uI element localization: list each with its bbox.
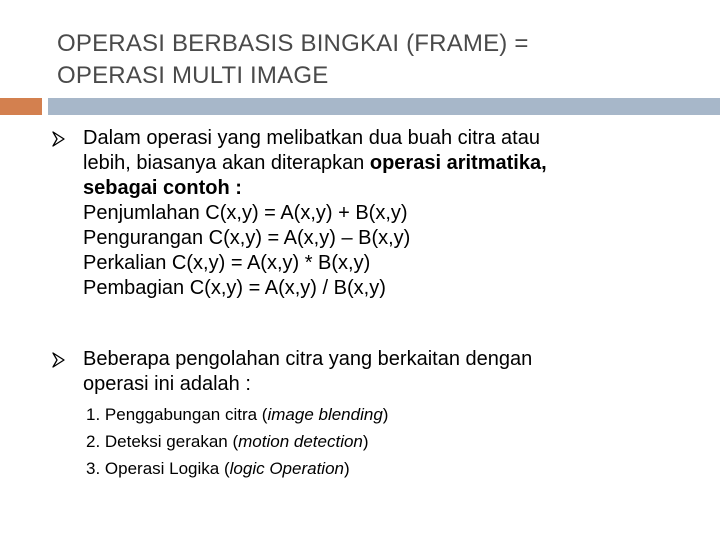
- slide-title-line-2: OPERASI MULTI IMAGE: [57, 62, 329, 89]
- sublist-item-3-close: ): [343, 459, 350, 478]
- bullet-1-line-2-text: lebih, biasanya akan diterapkan: [83, 152, 370, 174]
- bullet-1-emphasis: operasi aritmatika,: [369, 152, 547, 174]
- sublist-item-3-text: 3. Operasi Logika (: [86, 459, 230, 478]
- title-rule-bar: [48, 98, 720, 115]
- numbered-sublist: [83, 401, 692, 482]
- formula-division: Pembagian C(x,y) = A(x,y) / B(x,y): [83, 277, 386, 299]
- bullet-1-line-1: Dalam operasi yang melibatkan dua buah citra atau: [83, 127, 540, 149]
- slide-title: [57, 28, 677, 92]
- sublist-item-logic: [86, 455, 692, 482]
- sublist-item-1-text: 1. Penggabungan citra (: [86, 405, 268, 424]
- slide-title-line-1: OPERASI BERBASIS BINGKAI (FRAME) =: [57, 30, 529, 57]
- bullet-list: [52, 126, 692, 482]
- bullet-2-line-1: Beberapa pengolahan citra yang berkaitan dengan: [83, 348, 533, 370]
- sublist-item-2-term: motion detection: [238, 432, 363, 451]
- bullet-2-line-2: operasi ini adalah :: [83, 373, 251, 395]
- formula-subtraction: Pengurangan C(x,y) = A(x,y) – B(x,y): [83, 227, 411, 249]
- bullet-item-processing: [52, 347, 692, 482]
- sublist-item-3-term: logic Operation: [229, 459, 344, 478]
- bullet-1-line-3: [83, 176, 692, 201]
- formula-addition: Penjumlahan C(x,y) = A(x,y) + B(x,y): [83, 202, 408, 224]
- bullet-1-line-2: [83, 151, 692, 176]
- title-rule-accent: [0, 98, 42, 115]
- arrowhead-bullet-icon: [52, 131, 66, 147]
- formula-multiplication: Perkalian C(x,y) = A(x,y) * B(x,y): [83, 252, 371, 274]
- sublist-item-2-close: ): [362, 432, 369, 451]
- sublist-item-blending: [86, 401, 692, 428]
- sublist-item-2-text: 2. Deteksi gerakan (: [86, 432, 239, 451]
- sublist-item-1-term: image blending: [267, 405, 383, 424]
- sublist-item-1-close: ): [382, 405, 389, 424]
- arrowhead-bullet-icon: [52, 352, 66, 368]
- bullet-1-emphasis-2: sebagai contoh :: [83, 177, 242, 199]
- bullet-item-arithmetic: [52, 126, 692, 347]
- sublist-item-motion: [86, 428, 692, 455]
